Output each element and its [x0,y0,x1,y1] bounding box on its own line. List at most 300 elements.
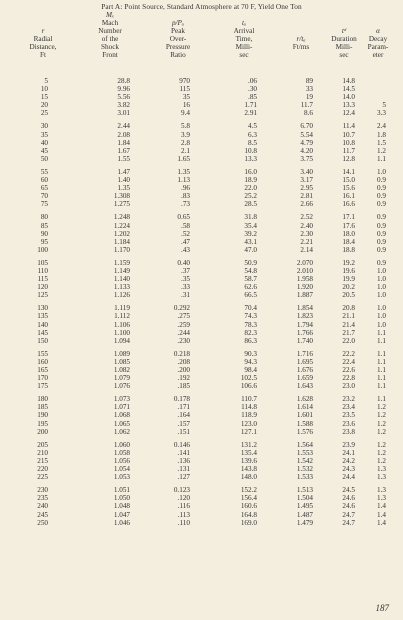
cell-td: 24.5 [342,486,355,495]
cell-pr: .208 [177,357,190,366]
cell-td: 24.2 [342,456,355,465]
table-row [0,246,403,254]
cell-rt: 1.588 [296,419,313,428]
cell-td: 11.4 [342,122,355,131]
cell-mx: 1.149 [113,266,130,275]
cell-td: 16.6 [342,200,355,209]
cell-rt: 1.601 [296,411,313,420]
cell-ta: 156.4 [240,494,257,503]
cell-td: 22.4 [342,357,355,366]
cell-r: 185 [37,403,48,412]
table-row [0,222,403,230]
cell-ta: 58.7 [244,275,257,284]
column-header-line: Ft [40,50,46,59]
cell-td: 23.5 [342,411,355,420]
cell-al: 1.0 [377,312,386,321]
table-row [0,473,403,481]
cell-ta: 50.9 [244,258,257,267]
cell-mx: 1.202 [113,229,130,238]
cell-mx: 1.046 [113,518,130,527]
cell-al: 1.0 [377,291,386,300]
cell-al: 0.9 [377,245,386,254]
cell-mx: 1.054 [113,465,130,474]
cell-pr: .192 [177,374,190,383]
cell-ta: 139.6 [240,456,257,465]
cell-r: 215 [37,456,48,465]
column-header-line: eter [372,50,384,59]
cell-rt: 1.614 [296,403,313,412]
cell-ta: 22.0 [244,184,257,193]
cell-pr: 35 [182,93,190,102]
cell-ta: 90.3 [244,349,257,358]
cell-ta: 25.2 [244,192,257,201]
cell-r: 75 [40,200,48,209]
table-body [0,77,403,532]
cell-td: 24.7 [342,510,355,519]
cell-r: 50 [40,154,48,163]
cell-mx: 1.40 [117,176,130,185]
cell-r: 210 [37,448,48,457]
cell-mx: 2.44 [117,122,130,131]
cell-td: 18.0 [342,229,355,238]
cell-al: 1.3 [377,494,386,503]
cell-mx: 1.126 [113,291,130,300]
cell-rt: 1.487 [296,510,313,519]
cell-td: 18.8 [342,245,355,254]
table-row [0,131,403,139]
cell-td: 21.1 [342,312,355,321]
table-row [0,176,403,184]
cell-rt: 2.95 [300,184,313,193]
cell-r: 20 [40,101,48,110]
column-header-line: Time, [235,34,253,43]
cell-mx: 1.308 [113,192,130,201]
cell-al: 3.3 [377,109,386,118]
cell-mx: 1.076 [113,382,130,391]
cell-ta: 102.5 [240,374,257,383]
cell-mx: 1.84 [117,138,130,147]
cell-al: 0.9 [377,221,386,230]
cell-td: 21.7 [342,328,355,337]
cell-rt: 8.6 [304,109,313,118]
column-header-line: Distance, [29,42,57,51]
cell-al: 1.1 [377,357,386,366]
cell-pr: .230 [177,336,190,345]
cell-ta: 164.8 [240,510,257,519]
cell-r: 135 [37,312,48,321]
cell-td: 19.2 [342,258,355,267]
cell-al: 1.0 [377,304,386,313]
cell-al: 1.5 [377,138,386,147]
cell-ta: 114.8 [241,403,257,412]
cell-td: 10.8 [342,138,355,147]
column-header-line: tᵈ [341,27,347,35]
row-group [0,304,403,344]
cell-td: 14.1 [342,167,355,176]
column-header-line: Number [98,26,122,35]
row-group [0,395,403,435]
cell-al: 1.1 [377,382,386,391]
cell-r: 25 [40,109,48,118]
cell-al: 1.0 [377,266,386,275]
cell-mx: 1.55 [117,154,130,163]
column-header-line: Duration [331,34,357,43]
cell-rt: 2.14 [300,245,313,254]
cell-rt: 1.958 [296,275,313,284]
cell-r: 85 [40,221,48,230]
cell-al: 1.2 [377,427,386,436]
cell-rt: 1.576 [296,427,313,436]
cell-pr: 970 [179,77,190,85]
cell-rt: 1.854 [296,304,313,313]
cell-mx: 1.47 [117,167,130,176]
column-header-line: Milli- [335,42,353,51]
cell-al: 1.1 [377,366,386,374]
cell-mx: 1.085 [113,357,130,366]
table-row [0,511,403,519]
table-row [0,312,403,320]
cell-mx: 5.56 [117,93,130,102]
cell-pr: .120 [177,494,190,503]
cell-al: 1.1 [377,395,386,404]
cell-pr: .157 [177,419,190,428]
column-header-line: sec [339,50,349,59]
page-number: 187 [375,603,389,613]
cell-pr: 0.65 [177,213,190,222]
cell-ta: 148.0 [240,473,257,482]
row-group [0,441,403,481]
cell-r: 120 [37,283,48,292]
table-row [0,395,403,403]
table-row [0,449,403,457]
cell-td: 24.6 [342,502,355,511]
table-title: Part A: Point Source, Standard Atmosphere at 70 F, Yield One Ton [101,2,302,11]
cell-mx: 1.089 [113,349,130,358]
cell-ta: 78.3 [244,320,257,329]
cell-td: 12.8 [342,154,355,163]
cell-r: 175 [37,382,48,391]
table-row [0,403,403,411]
cell-pr: 2.1 [181,146,190,155]
cell-td: 22.8 [342,374,355,383]
cell-td: 24.3 [342,465,355,474]
cell-al: 1.0 [377,283,386,292]
cell-rt: 4.79 [300,138,313,147]
table-row [0,291,403,299]
cell-pr: 3.9 [181,130,190,139]
row-group [0,168,403,208]
cell-mx: 1.35 [117,184,130,193]
cell-mx: 1.051 [113,486,130,495]
cell-td: 12.4 [342,109,355,118]
cell-ta: 54.8 [244,266,257,275]
cell-rt: 3.17 [300,176,313,185]
cell-td: 13.3 [342,101,355,110]
cell-ta: 152.2 [240,486,257,495]
cell-r: 155 [37,349,48,358]
cell-mx: 1.100 [113,328,130,337]
cell-r: 30 [40,122,48,131]
table-row [0,366,403,374]
cell-pr: 1.65 [177,154,190,163]
cell-r: 180 [37,395,48,404]
cell-r: 100 [37,245,48,254]
cell-mx: 28.8 [117,77,130,85]
cell-r: 230 [37,486,48,495]
column-header-line: r [41,27,45,35]
cell-pr: .200 [177,366,190,374]
cell-r: 60 [40,176,48,185]
cell-rt: 1.643 [296,382,313,391]
cell-r: 220 [37,465,48,474]
cell-al: 0.9 [377,237,386,246]
cell-td: 24.1 [342,448,355,457]
cell-ta: .06 [248,77,257,85]
cell-rt: 1.695 [296,357,313,366]
cell-r: 195 [37,419,48,428]
cell-rt: 1.716 [296,349,313,358]
column-header-line: Milli- [235,42,253,51]
cell-pr: 5.8 [181,122,190,131]
table-row [0,192,403,200]
cell-rt: 3.75 [300,154,313,163]
table-row [0,139,403,147]
table-row [0,428,403,436]
cell-pr: 1.13 [177,176,190,185]
cell-pr: .185 [177,382,190,391]
cell-rt: 2.070 [296,258,313,267]
cell-al: 1.3 [377,486,386,495]
cell-mx: 1.048 [113,502,130,511]
cell-r: 190 [37,411,48,420]
table-row [0,457,403,465]
cell-td: 24.7 [342,518,355,527]
cell-al: 1.2 [377,411,386,420]
cell-pr: 115 [179,85,190,94]
cell-td: 20.2 [342,283,355,292]
cell-ta: 8.5 [248,138,257,147]
cell-td: 11.7 [342,146,355,155]
table-row [0,321,403,329]
cell-mx: 1.224 [113,221,130,230]
cell-al: 0.9 [377,200,386,209]
cell-al: 1.0 [377,167,386,176]
cell-ta: 86.3 [244,336,257,345]
cell-al: 1.0 [377,320,386,329]
cell-pr: .33 [181,283,190,292]
cell-ta: 47.0 [244,245,257,254]
table-row [0,168,403,176]
column-header-line: r/tₐ [296,35,306,43]
cell-td: 18.4 [342,237,355,246]
cell-rt: 1.542 [296,456,313,465]
cell-pr: 1.35 [177,167,190,176]
cell-mx: 1.062 [113,427,130,436]
row-group [0,122,403,162]
cell-r: 140 [37,320,48,329]
cell-al: 0.9 [377,258,386,267]
cell-r: 90 [40,229,48,238]
cell-al: 1.2 [377,448,386,457]
cell-rt: 2.81 [300,192,313,201]
cell-r: 95 [40,237,48,246]
cell-mx: 1.119 [114,304,130,313]
cell-rt: 1.513 [296,486,313,495]
cell-td: 24.4 [342,473,355,482]
cell-rt: 1.766 [296,328,313,337]
table-row [0,465,403,473]
cell-r: 80 [40,213,48,222]
table-row [0,337,403,345]
column-header-line: Decay [368,34,388,43]
cell-pr: .113 [177,510,190,519]
cell-al: 5 [382,101,386,110]
table-row [0,155,403,163]
column-header-line: p/Pₐ [171,19,185,27]
cell-td: 14.5 [342,85,355,94]
cell-mx: 1.079 [113,374,130,383]
table-row [0,350,403,358]
cell-al: 0.9 [377,213,386,222]
cell-rt: 1.495 [296,502,313,511]
cell-r: 115 [37,275,48,284]
cell-al: 1.1 [377,336,386,345]
cell-pr: .131 [177,465,190,474]
cell-mx: 3.01 [117,109,130,118]
column-header-rt [283,36,319,52]
cell-al: 1.2 [377,456,386,465]
cell-pr: .31 [181,291,190,300]
cell-ta: 43.1 [244,237,257,246]
table-row [0,411,403,419]
cell-mx: 1.071 [113,403,130,412]
cell-ta: 110.7 [241,395,257,404]
cell-rt: 3.40 [300,167,313,176]
cell-pr: 16 [182,101,190,110]
cell-ta: 94.3 [244,357,257,366]
cell-rt: 4.20 [300,146,313,155]
cell-pr: 0.146 [173,440,190,449]
cell-mx: 1.248 [113,213,130,222]
table-row [0,283,403,291]
cell-rt: 2.52 [300,213,313,222]
cell-rt: 2.40 [300,221,313,230]
table-row [0,213,403,221]
table-row [0,329,403,337]
cell-r: 150 [37,336,48,345]
cell-r: 245 [37,510,48,519]
cell-pr: .37 [181,266,190,275]
cell-ta: 13.3 [244,154,257,163]
cell-rt: 11.7 [300,101,313,110]
cell-al: 0.9 [377,176,386,185]
cell-rt: 1.553 [296,448,313,457]
cell-pr: .164 [177,411,190,420]
cell-pr: .58 [181,221,190,230]
cell-pr: 2.8 [181,138,190,147]
column-header-r [15,28,71,60]
cell-td: 19.9 [342,275,355,284]
cell-td: 23.6 [342,419,355,428]
cell-pr: .259 [177,320,190,329]
cell-mx: 1.275 [113,200,130,209]
cell-pr: 0.218 [173,349,190,358]
table-row [0,109,403,117]
cell-pr: .244 [177,328,190,337]
cell-al: 1.2 [377,403,386,412]
cell-pr: .96 [181,184,190,193]
table-row [0,275,403,283]
cell-pr: .35 [181,275,190,284]
cell-ta: 16.0 [244,167,257,176]
cell-r: 55 [40,167,48,176]
cell-ta: 98.4 [244,366,257,374]
cell-rt: 2.21 [300,237,313,246]
table-row [0,486,403,494]
cell-td: 14.0 [342,93,355,102]
column-header-pr [150,20,206,60]
cell-al: 1.8 [377,130,386,139]
table-row [0,147,403,155]
cell-rt: 2.010 [296,266,313,275]
column-header-line: sec [239,50,249,59]
cell-ta: 6.3 [248,130,257,139]
cell-ta: 1.71 [244,101,257,110]
cell-pr: .275 [177,312,190,321]
cell-pr: 0.123 [173,486,190,495]
table-row [0,200,403,208]
cell-r: 240 [37,502,48,511]
cell-ta: 62.6 [244,283,257,292]
cell-r: 225 [37,473,48,482]
cell-pr: .171 [177,403,190,412]
table-row [0,494,403,502]
column-header-line: Shock [101,42,119,51]
cell-al: 1.2 [377,419,386,428]
cell-al: 2.4 [377,122,386,131]
cell-r: 35 [40,130,48,139]
cell-pr: .43 [181,245,190,254]
cell-r: 45 [40,146,48,155]
cell-rt: 1.532 [296,465,313,474]
cell-mx: 1.068 [113,411,130,420]
cell-ta: 39.2 [244,229,257,238]
table-row [0,502,403,510]
column-header-line: Ft/ms [292,42,310,51]
cell-mx: 9.96 [117,85,130,94]
cell-pr: 0.292 [173,304,190,313]
cell-ta: 106.6 [240,382,257,391]
table-row [0,85,403,93]
cell-ta: 28.5 [244,200,257,209]
column-header-line: α [376,27,380,35]
cell-ta: 66.5 [244,291,257,300]
cell-td: 15.0 [342,176,355,185]
cell-ta: 4.5 [248,122,257,131]
cell-r: 250 [37,518,48,527]
cell-mx: 1.184 [113,237,130,246]
cell-mx: 3.82 [117,101,130,110]
cell-rt: 1.676 [296,366,313,374]
column-header-line: Ratio [170,50,186,59]
cell-rt: 5.54 [300,130,313,139]
cell-td: 21.4 [342,320,355,329]
cell-rt: 89 [305,77,313,85]
column-header-mx [83,12,137,59]
cell-mx: 1.159 [113,258,130,267]
cell-r: 15 [40,93,48,102]
cell-td: 14.8 [342,77,355,85]
